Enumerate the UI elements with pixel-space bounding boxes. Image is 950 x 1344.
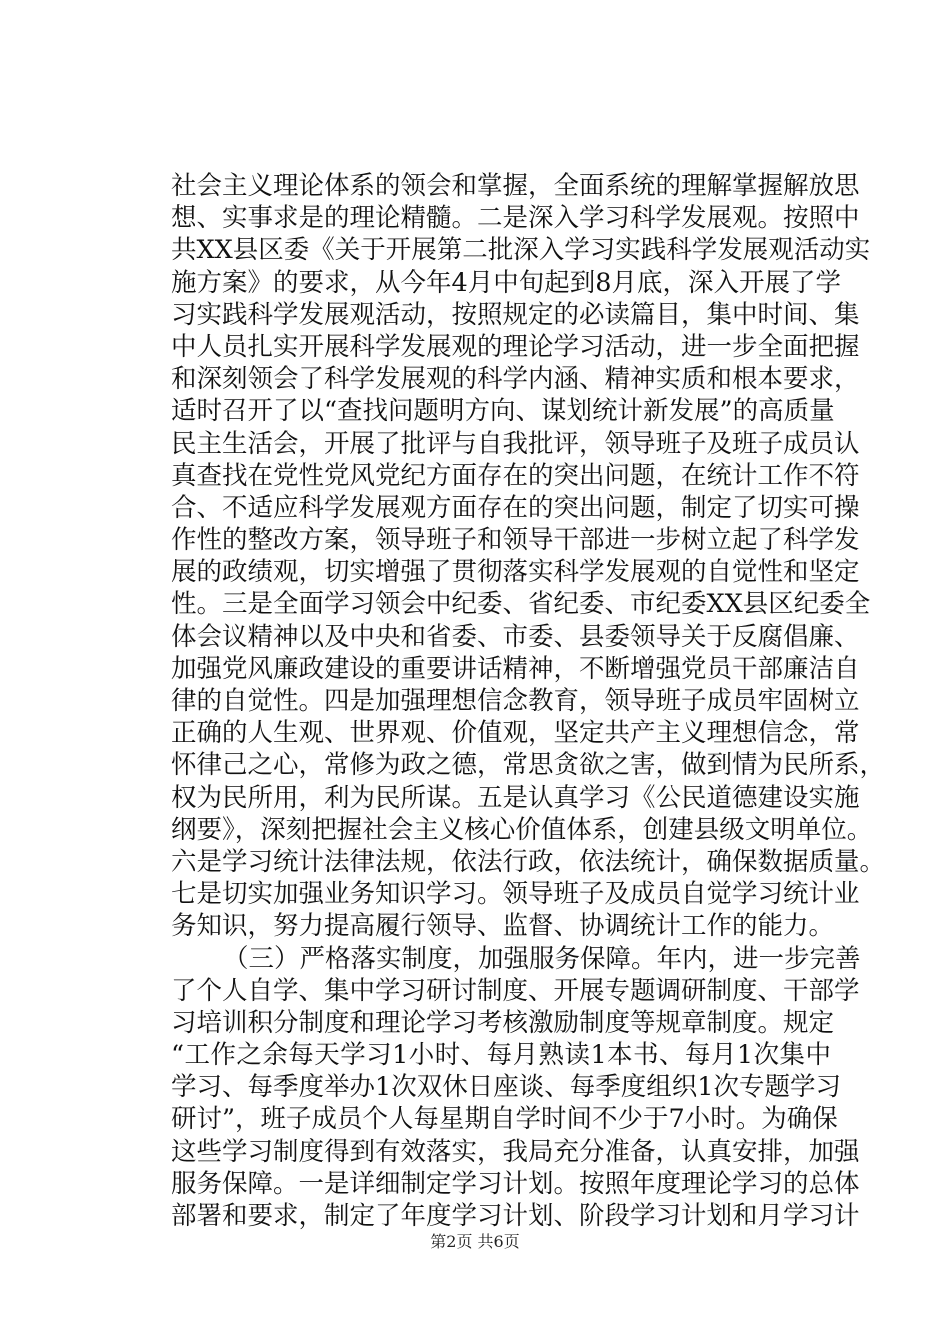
text-line: 想、实事求是的理论精髓。二是深入学习科学发展观。按照中: [171, 203, 860, 234]
document-body: [171, 170, 886, 1232]
text-line: 真查找在党性党风党纪方面存在的突出问题，在统计工作不符: [171, 460, 860, 491]
text-line: 部署和要求，制定了年度学习计划、阶段学习计划和月学习计: [171, 1201, 860, 1231]
text-line: 习实践科学发展观活动，按照规定的必读篇目，集中时间、集: [171, 299, 860, 330]
text-line: 怀律己之心，常修为政之德，常思贪欲之害，做到情为民所系，: [171, 750, 886, 781]
text-line: 社会主义理论体系的领会和掌握，全面系统的理解掌握解放思: [171, 171, 860, 201]
text-line: 作性的整改方案，领导班子和领导干部进一步树立起了科学发: [171, 525, 860, 556]
text-line: 律的自觉性。四是加强理想信念教育，领导班子成员牢固树立: [171, 686, 860, 716]
text-line: 务知识，努力提高履行领导、监督、协调统计工作的能力。: [171, 911, 835, 942]
text-line: 六是学习统计法律法规，依法行政，依法统计，确保数据质量。: [171, 846, 886, 877]
text-line: 习培训积分制度和理论学习考核激励制度等规章制度。规定: [171, 1007, 835, 1038]
text-line: 共XX县区委《关于开展第二批深入学习实践科学发展观活动实: [171, 235, 871, 266]
text-line: 合、不适应科学发展观方面存在的突出问题，制定了切实可操: [171, 492, 860, 523]
page-number-footer: 第2页 共6页: [430, 1232, 520, 1251]
text-line: 服务保障。一是详细制定学习计划。按照年度理论学习的总体: [171, 1168, 860, 1199]
text-line: 这些学习制度得到有效落实，我局充分准备，认真安排，加强: [171, 1136, 860, 1167]
text-line: 施方案》的要求，从今年4月中旬起到8月底，深入开展了学: [171, 267, 841, 298]
text-line: 加强党风廉政建设的重要讲话精神，不断增强党员干部廉洁自: [171, 653, 860, 684]
text-line: “工作之余每天学习1小时、每月熟读1本书、每月1次集中: [171, 1040, 831, 1071]
text-line: 权为民所用，利为民所谋。五是认真学习《公民道德建设实施: [171, 782, 860, 813]
text-line: 研讨”，班子成员个人每星期自学时间不少于7小时。为确保: [171, 1104, 838, 1135]
text-line: 民主生活会，开展了批评与自我批评，领导班子及班子成员认: [171, 428, 860, 459]
text-line: 中人员扎实开展科学发展观的理论学习活动，进一步全面把握: [171, 331, 860, 362]
text-line: 适时召开了以“查找问题明方向、谋划统计新发展”的高质量: [171, 396, 835, 427]
text-line: 体会议精神以及中央和省委、市委、县委领导关于反腐倡廉、: [171, 621, 860, 652]
text-line: 了个人自学、集中学习研讨制度、开展专题调研制度、干部学: [171, 975, 860, 1006]
text-line: 纲要》，深刻把握社会主义核心价值体系，创建县级文明单位。: [171, 814, 873, 845]
text-line: 展的政绩观，切实增强了贯彻落实科学发展观的自觉性和坚定: [171, 557, 860, 588]
text-line: 和深刻领会了科学发展观的科学内涵、精神实质和根本要求，: [171, 364, 860, 395]
text-line: 学习、每季度举办1次双休日座谈、每季度组织1次专题学习: [171, 1072, 841, 1103]
section-heading-line: （三）严格落实制度，加强服务保障。年内，进一步完善: [223, 943, 861, 974]
text-line: 性。三是全面学习领会中纪委、省纪委、市纪委XX县区纪委全: [171, 589, 871, 620]
text-line: 七是切实加强业务知识学习。领导班子及成员自觉学习统计业: [171, 879, 860, 910]
text-line: 正确的人生观、世界观、价值观，坚定共产主义理想信念，常: [171, 718, 860, 749]
